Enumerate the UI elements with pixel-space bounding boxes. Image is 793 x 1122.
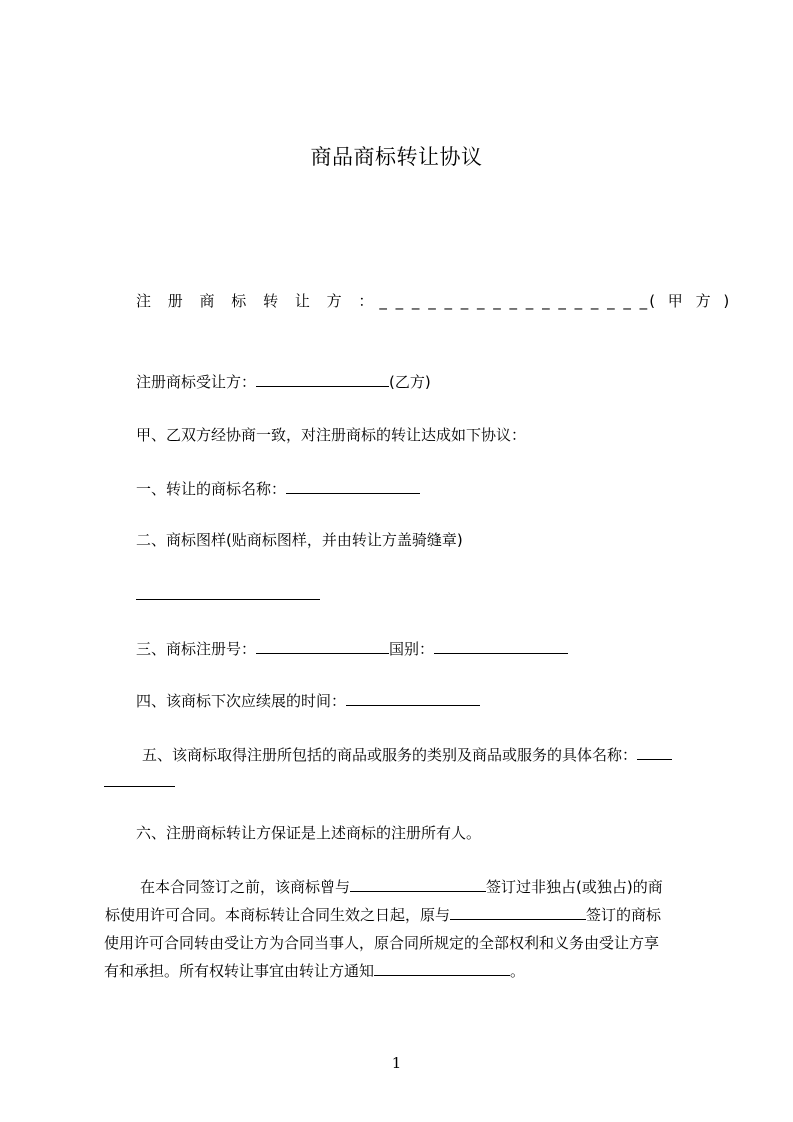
- party-a-label: 注 册 商 标 转 让 方 ：: [136, 292, 380, 310]
- renewal-time-blank[interactable]: [346, 690, 480, 706]
- license-text-6: 有和承担。所有权转让事宜由转让方通知: [104, 962, 375, 980]
- goods-services-blank-1[interactable]: [637, 744, 672, 760]
- license-paragraph: [104, 873, 704, 985]
- clause-3: [136, 638, 568, 659]
- license-line-1: [104, 873, 704, 901]
- party-b-suffix: (乙方): [389, 373, 431, 391]
- clause-5-text: 五、该商标取得注册所包括的商品或服务的类别及商品或服务的具体名称：: [142, 746, 638, 764]
- clause-6: 六、注册商标转让方保证是上述商标的注册所有人。: [136, 824, 482, 842]
- license-text-7: 。: [510, 962, 526, 980]
- clause-4-text: 四、该商标下次应续展的时间：: [136, 692, 347, 710]
- clause-1-text: 一、转让的商标名称：: [136, 480, 287, 498]
- document-title: 商品商标转让协议: [310, 145, 483, 169]
- registration-number-blank[interactable]: [256, 638, 389, 654]
- country-blank[interactable]: [434, 638, 568, 654]
- license-text-2: 签订过非独占(或独占)的商: [486, 878, 663, 896]
- notice-blank[interactable]: [374, 960, 510, 976]
- page-number: 1: [391, 1054, 402, 1072]
- license-line-2: [104, 901, 704, 929]
- license-line-4: [104, 957, 704, 985]
- licensee-blank-2[interactable]: [450, 904, 586, 920]
- licensee-blank-1[interactable]: [350, 876, 486, 892]
- clause-5: [142, 744, 672, 765]
- party-b-label: 注册商标受让方：: [136, 373, 257, 391]
- trademark-image-blank[interactable]: [136, 599, 320, 600]
- license-text-1: 在本合同签订之前，该商标曾与: [140, 878, 351, 896]
- party-a-line: [136, 290, 734, 312]
- clause-2: 二、商标图样(贴商标图样，并由转让方盖骑缝章): [136, 531, 463, 549]
- license-text-3: 标使用许可合同。本商标转让合同生效之日起，原与: [105, 906, 451, 924]
- party-a-suffix: ( 甲 方 ): [649, 292, 734, 310]
- party-b-blank[interactable]: [256, 371, 389, 387]
- clause-3-text: 三、商标注册号：: [136, 640, 257, 658]
- goods-services-blank-2[interactable]: [104, 786, 175, 787]
- party-b-line: [136, 371, 431, 392]
- license-text-4: 签订的商标: [586, 906, 662, 924]
- clause-1: [136, 478, 420, 499]
- license-line-3: 使用许可合同转由受让方为合同当事人，原合同所规定的全部权利和义务由受让方享: [104, 934, 660, 952]
- trademark-name-blank[interactable]: [286, 478, 420, 494]
- party-a-blank[interactable]: _ _ _ _ _ _ _ _ _ _ _ _ _ _ _ _ _: [379, 292, 650, 310]
- clause-4: [136, 690, 480, 711]
- clause-3-country-label: 国别：: [389, 640, 435, 658]
- intro-text: 甲、乙双方经协商一致，对注册商标的转让达成如下协议：: [136, 426, 527, 444]
